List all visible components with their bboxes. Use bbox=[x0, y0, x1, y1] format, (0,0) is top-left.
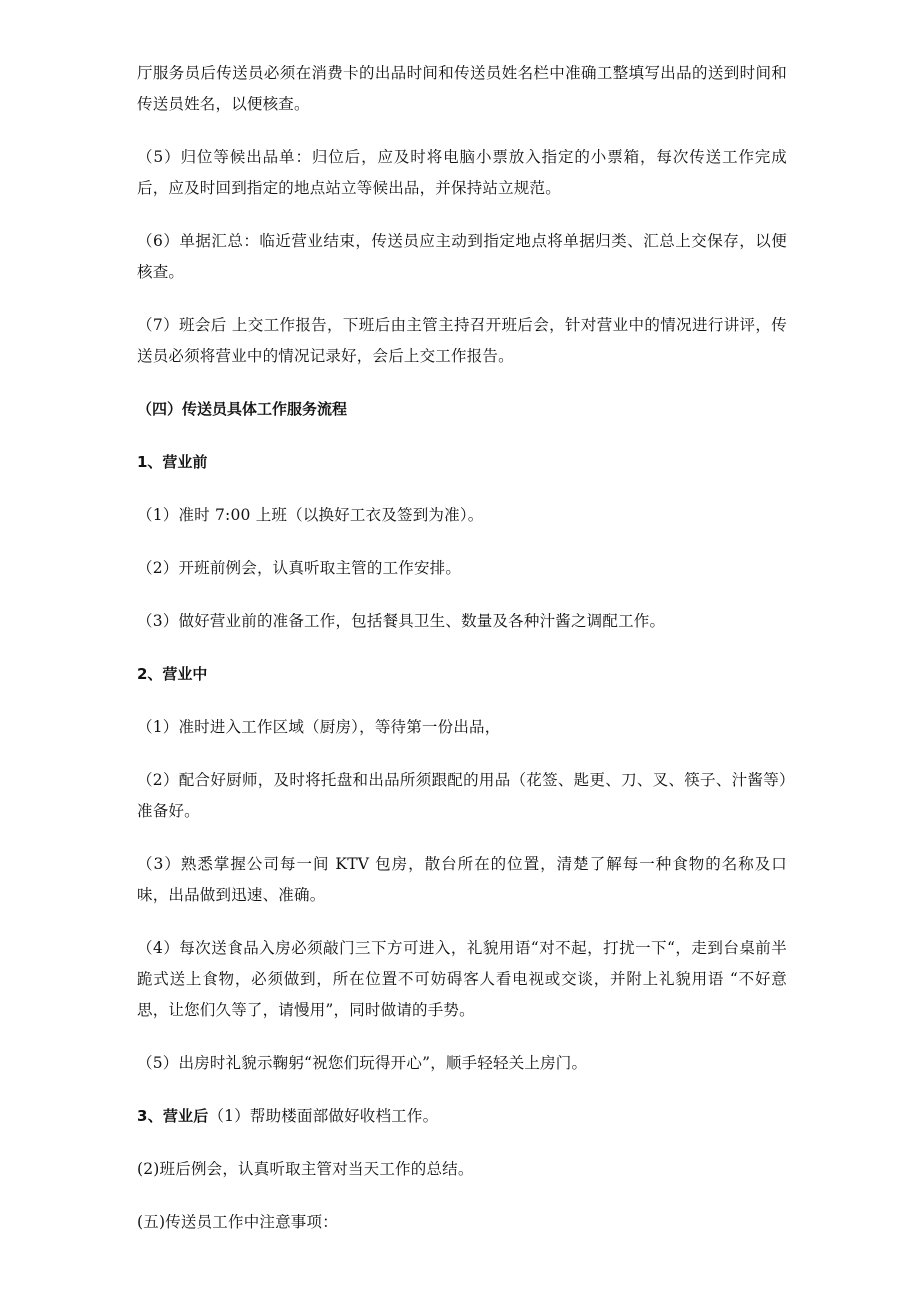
paragraph-continued-intro: 厅服务员后传送员必须在消费卡的出品时间和传送员姓名栏中准确工整填写出品的送到时间和传送员姓名，以便核查。 bbox=[137, 64, 787, 113]
before-item-2: （2）开班前例会，认真听取主管的工作安排。 bbox=[137, 559, 462, 577]
paragraph-step-5: （5）归位等候出品单：归位后，应及时将电脑小票放入指定的小票箱，每次传送工作完成后，应及时回到指定的地点站立等候出品，并保持站立规范。 bbox=[137, 148, 787, 197]
before-item-3: （3）做好营业前的准备工作，包括餐具卫生、数量及各种汁酱之调配工作。 bbox=[137, 612, 666, 630]
after-business-line bbox=[137, 1101, 787, 1132]
paragraph-step-7: （7）班会后 上交工作报告，下班后由主管主持召开班后会，针对营业中的情况进行讲评，传送员必须将营业中的情况记录好，会后上交工作报告。 bbox=[137, 316, 787, 365]
paragraph-step-6: （6）单据汇总：临近营业结束，传送员应主动到指定地点将单据归类、汇总上交保存，以便核查。 bbox=[137, 232, 787, 281]
document-body bbox=[137, 58, 787, 1260]
after-item-1: （1）帮助楼面部做好收档工作。 bbox=[208, 1107, 439, 1125]
before-item-1: （1）准时 7:00 上班（以换好工衣及签到为准）。 bbox=[137, 506, 484, 524]
during-item-3: （3）熟悉掌握公司每一间 KTV 包房，散台所在的位置，清楚了解每一种食物的名称及口味，出品做到迅速、准确。 bbox=[137, 855, 787, 904]
during-item-4: （4）每次送食品入房必须敲门三下方可进入，礼貌用语“对不起，打扰一下“，走到台桌前半跪式送上食物，必须做到，所在位置不可妨碍客人看电视或交谈，并附上礼貌用语 “不好意思，让您们久等了，请慢用”，同时做请的手势。 bbox=[137, 939, 787, 1019]
during-item-2: （2）配合好厨师，及时将托盘和出品所须跟配的用品（花签、匙更、刀、叉、筷子、汁酱等）准备好。 bbox=[137, 771, 787, 820]
after-item-2: (2)班后例会，认真听取主管对当天工作的总结。 bbox=[137, 1160, 474, 1178]
section-heading-5: (五)传送员工作中注意事项： bbox=[137, 1213, 338, 1231]
subheading-during-business: 2、营业中 bbox=[137, 665, 208, 683]
during-item-1: （1）准时进入工作区域（厨房），等待第一份出品， bbox=[137, 718, 501, 736]
during-item-5: （5）出房时礼貌示鞠躬“祝您们玩得开心”，顺手轻轻关上房门。 bbox=[137, 1054, 588, 1072]
subheading-after-business: 3、营业后 bbox=[137, 1107, 209, 1125]
subheading-before-business: 1、营业前 bbox=[137, 453, 208, 471]
section-heading-4: （四）传送员具体工作服务流程 bbox=[137, 400, 348, 418]
